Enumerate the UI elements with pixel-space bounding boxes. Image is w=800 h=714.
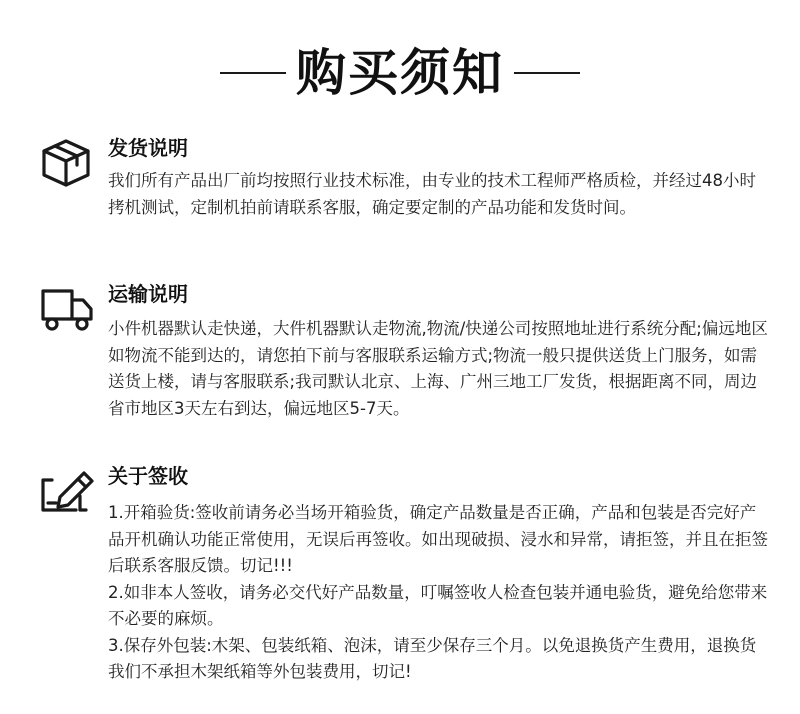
section-title: 发货说明: [108, 136, 188, 160]
header-rule-right: [514, 72, 580, 74]
signature-pen-icon: [40, 470, 96, 518]
section-title: 关于签收: [108, 464, 188, 488]
delivery-truck-icon: [40, 286, 94, 336]
section-paragraph: 我们所有产品出厂前均按照行业技术标准，由专业的技术工程师严格质检，并经过48小时拷机测试，定制机拍前请联系客服，确定要定制的产品功能和发货时间。: [108, 171, 756, 217]
section-paragraph: 1.开箱验货:签收前请务必当场开箱验货，确定产品数量是否正确，产品和包装是否完好产品开机确认功能正常使用，无误后再签收。如出现破损、浸水和异常，请拒签，并且在拒签后联系客服反馈。切记!!!: [108, 503, 768, 575]
section-paragraph: 3.保存外包装:木架、包装纸箱、泡沫，请至少保存三个月。以免退换货产生费用，退换货我们不承担木架纸箱等外包装费用，切记!: [108, 635, 757, 681]
page-header: [0, 38, 800, 108]
page-title: 购买须知: [296, 44, 504, 102]
header-rule-left: [220, 72, 286, 74]
section-paragraph: 2.如非本人签收，请务必交代好产品数量，叮嘱签收人检查包装并通电验货，避免给您带来不必要的麻烦。: [108, 582, 768, 628]
section-body: [108, 168, 768, 221]
package-box-icon: [40, 138, 92, 192]
section-body: [108, 316, 768, 422]
section-title: 运输说明: [108, 282, 188, 306]
section-paragraph: 小件机器默认走快递，大件机器默认走物流,物流/快递公司按照地址进行系统分配;偏远地区如物流不能到达的，请您拍下前与客服联系运输方式;物流一般只提供送货上门服务，如需送货上楼，请与客服联系;我司默认北京、上海、广州三地工厂发货，根据距离不同，周边省市地区3天左右到达，偏远地区5-7天。: [108, 319, 768, 418]
section-body: [108, 500, 768, 686]
